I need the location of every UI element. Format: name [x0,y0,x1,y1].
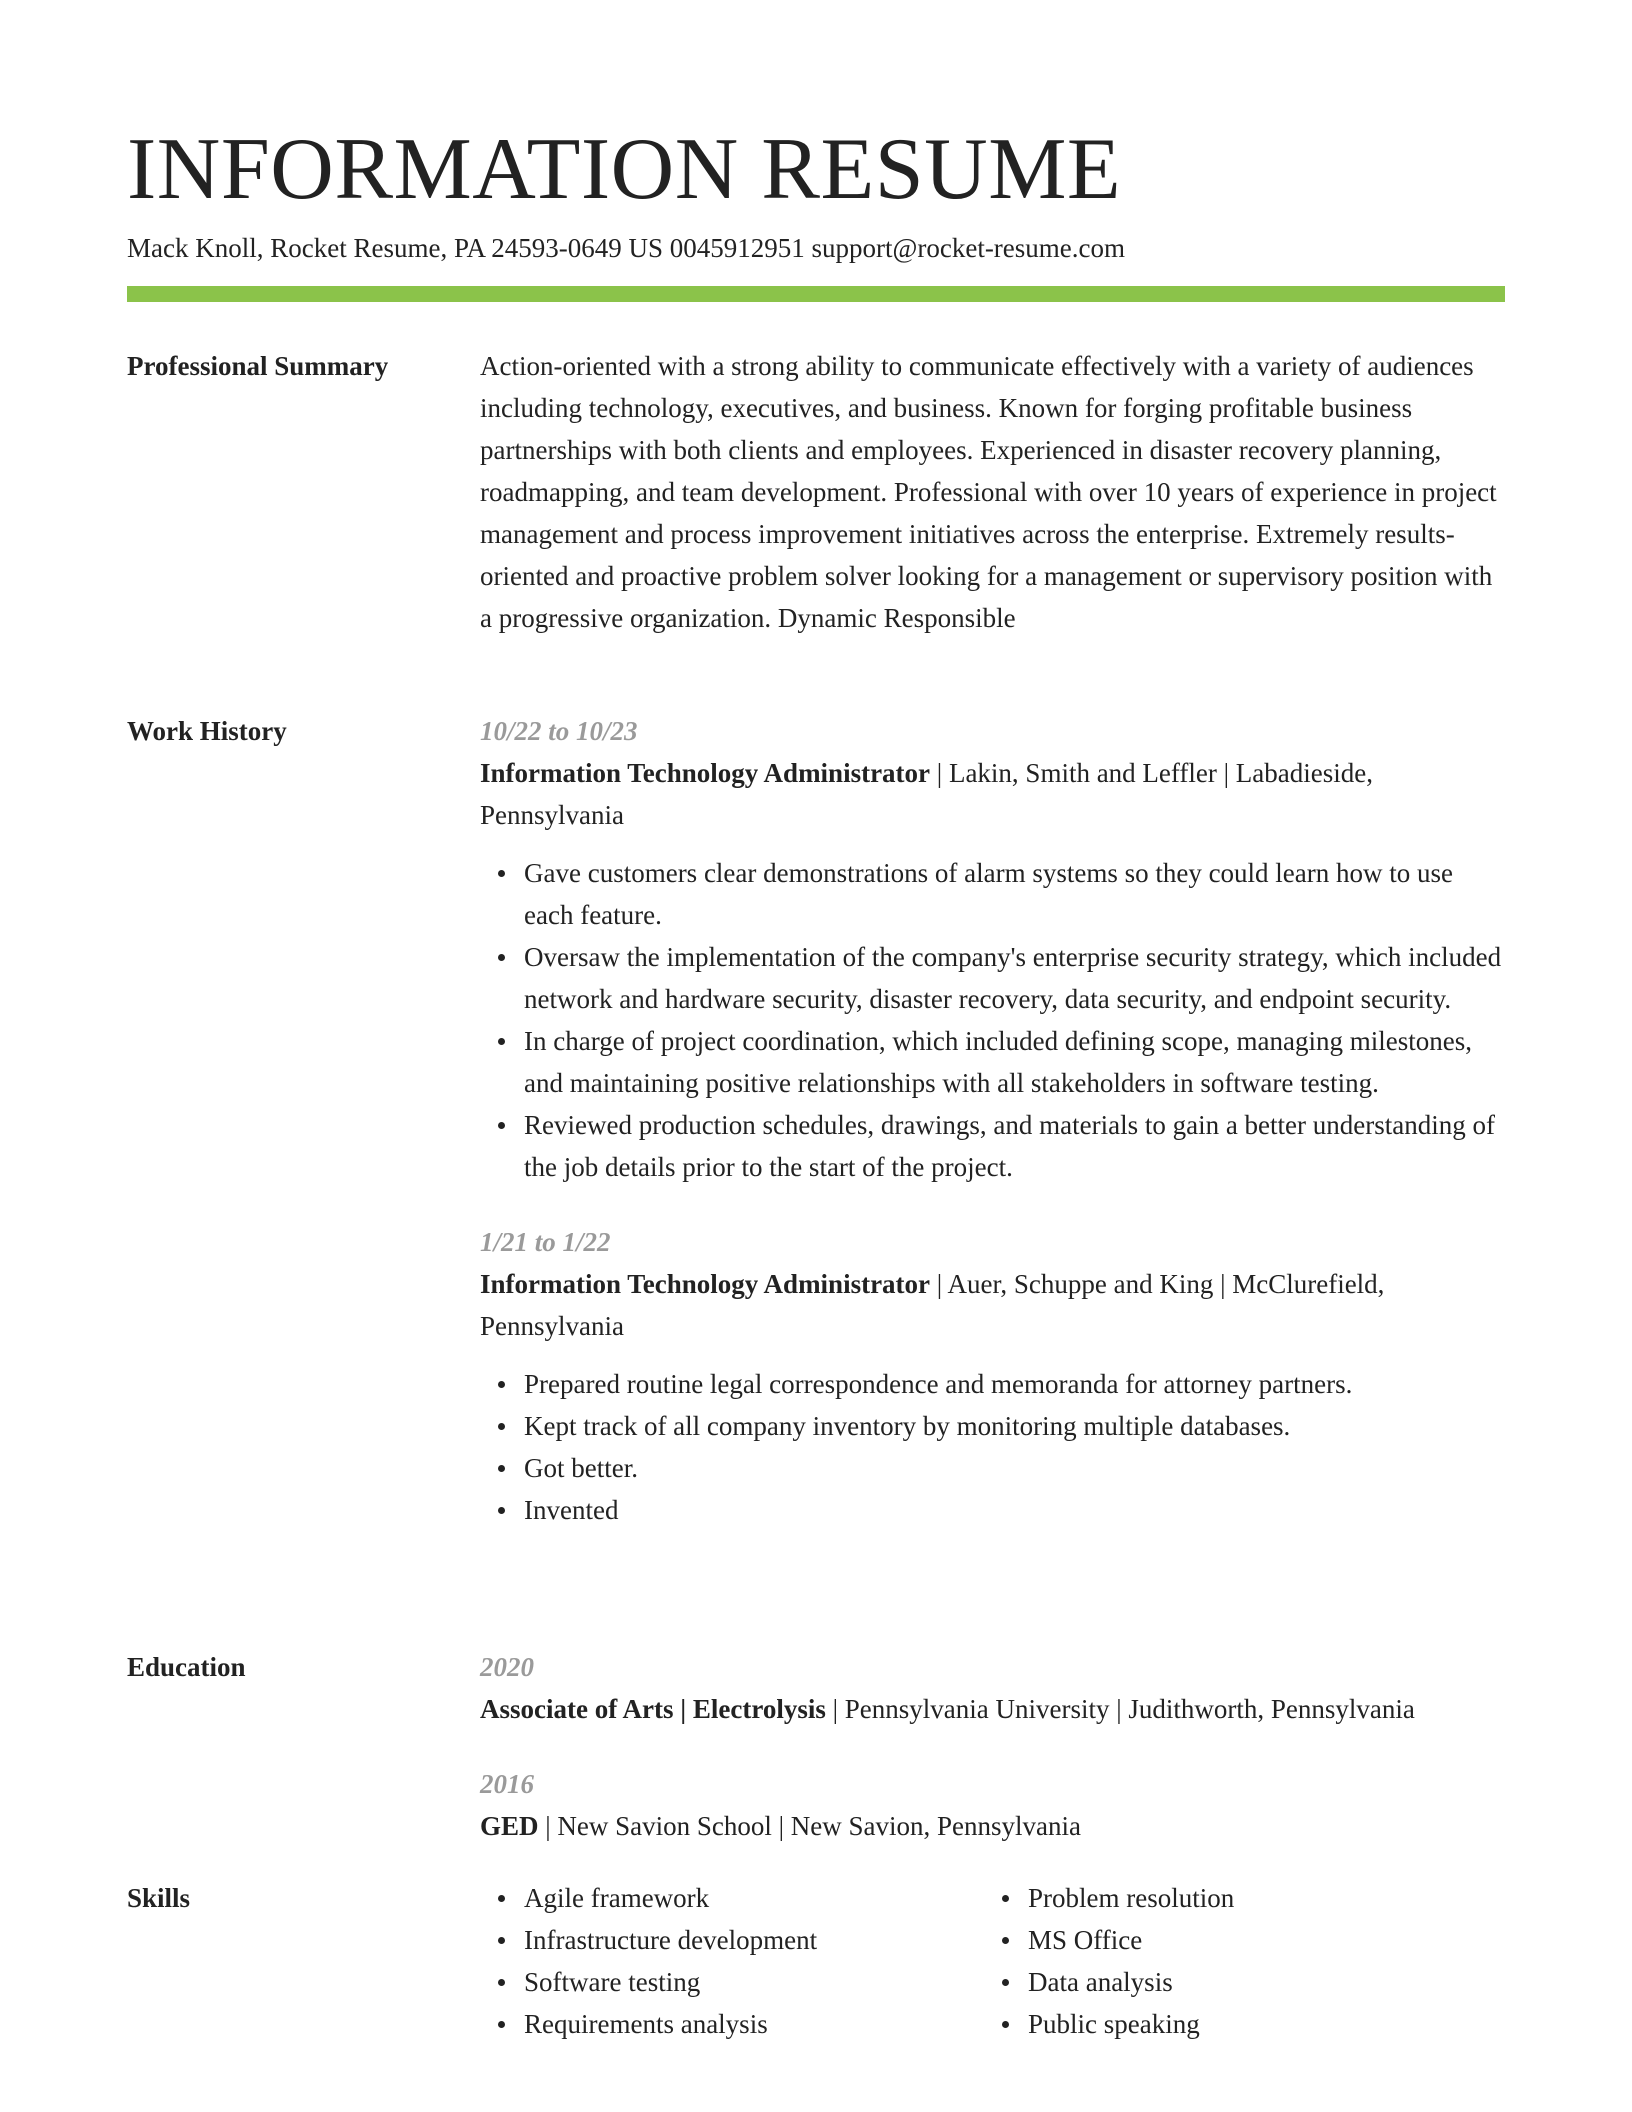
job-bullets [480,1363,1505,1531]
skills-heading: Skills [127,1883,191,1913]
skills-column-left [480,1877,984,2045]
job-bullet: Invented [524,1489,1505,1531]
education-degree: GED [480,1811,539,1841]
summary-body [480,345,1505,639]
skill-item: Data analysis [1028,1961,1488,2003]
skills-column-right [984,1877,1488,2045]
job-bullet: Got better. [524,1447,1505,1489]
education-body [480,1646,1505,1847]
education-heading: Education [127,1652,246,1682]
education-school: | New Savion School | New Savion, Pennsylvania [538,1811,1082,1841]
education-entry [480,1646,1505,1730]
skills-body [480,1877,1505,2045]
summary-heading: Professional Summary [127,351,389,381]
education-school: | Pennsylvania University | Judithworth, Pennsylvania [825,1694,1415,1724]
job-bullets [480,852,1505,1188]
work-history-body [480,710,1505,1531]
skill-item: Software testing [524,1961,984,2003]
skill-item: Infrastructure development [524,1919,984,1961]
education-line [480,1688,1505,1730]
job-bullet: Reviewed production schedules, drawings, and materials to gain a better understanding of the job details prior to the start of the project. [524,1104,1505,1188]
skill-item: Agile framework [524,1877,984,1919]
job-bullet: Prepared routine legal correspondence and memoranda for attorney partners. [524,1363,1505,1405]
skill-item: Public speaking [1028,2003,1488,2045]
education-degree: Associate of Arts | Electrolysis [480,1694,826,1724]
job-dates: 1/21 to 1/22 [480,1227,611,1257]
education-year: 2020 [480,1652,534,1682]
job-bullet: Kept track of all company inventory by monitoring multiple databases. [524,1405,1505,1447]
job-bullet: Gave customers clear demonstrations of alarm systems so they could learn how to use each feature. [524,852,1505,936]
job-role: Information Technology Administrator [480,758,931,788]
skill-item: Requirements analysis [524,2003,984,2045]
job-employer: | Auer, Schuppe and King | McClurefield, Pennsylvania [480,1269,1385,1341]
skill-item: Problem resolution [1028,1877,1488,1919]
job-title-line [480,1263,1505,1347]
job-bullet: In charge of project coordination, which included defining scope, managing milestones, and maintaining positive relationships with all stakeholders in software testing. [524,1020,1505,1104]
education-line [480,1805,1505,1847]
job-entry [480,1221,1505,1531]
skills-list [480,1877,984,2045]
header-divider [127,286,1505,302]
job-title-line [480,752,1505,836]
resume-title: INFORMATION RESUME [127,121,1122,218]
skills-grid [480,1877,1505,2045]
job-role: Information Technology Administrator [480,1269,931,1299]
skill-item: MS Office [1028,1919,1488,1961]
education-year: 2016 [480,1769,534,1799]
job-dates: 10/22 to 10/23 [480,716,638,746]
contact-line: Mack Knoll, Rocket Resume, PA 24593-0649 US 0045912951 support@rocket-resume.com [127,233,1126,263]
work-history-heading: Work History [127,716,287,746]
job-entry [480,710,1505,1188]
summary-text: Action-oriented with a strong ability to communicate effectively with a variety of audiences including technology, executives, and business. Known for forging profitable business partnerships with both clients and employees. Experienced in disaster recovery planning, roadmapping, and team development. Professional with over 10 years of experience in project management and process improvement initiatives across the enterprise. Extremely results-oriented and proactive problem solver looking for a management or supervisory position with a progressive organization. Dynamic Responsible [480,351,1497,633]
job-employer: | Lakin, Smith and Leffler | Labadieside, Pennsylvania [480,758,1373,830]
job-bullet: Oversaw the implementation of the company's enterprise security strategy, which included network and hardware security, disaster recovery, data security, and endpoint security. [524,936,1505,1020]
education-entry [480,1763,1505,1847]
skills-list [984,1877,1488,2045]
